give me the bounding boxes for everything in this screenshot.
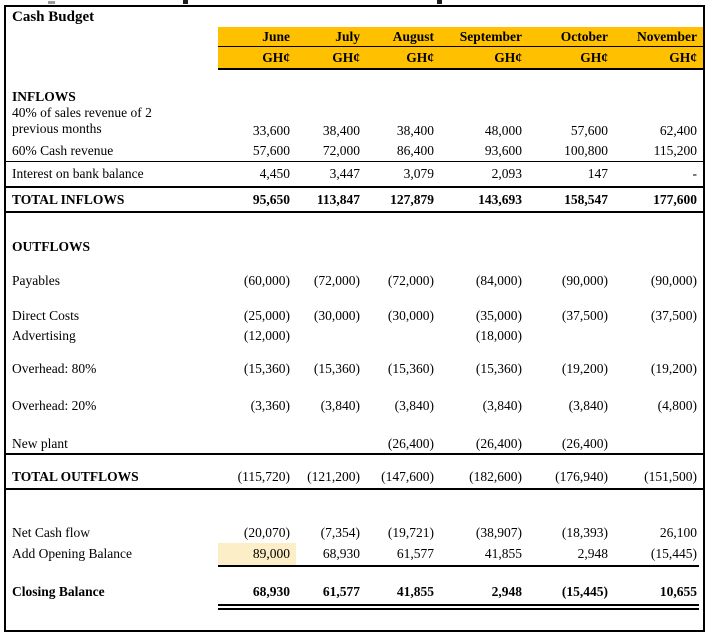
row-label: Interest on bank balance xyxy=(12,166,144,181)
value-cell: (18,393) xyxy=(561,525,608,540)
table-row-cash-revenue-60pct xyxy=(6,141,703,161)
spacer xyxy=(6,213,703,238)
value-cell: 10,655 xyxy=(659,584,697,599)
value-cell: (3,840) xyxy=(394,398,434,413)
value-cell: 147 xyxy=(587,166,608,181)
value-cell: (15,360) xyxy=(243,361,290,376)
value-cell: 48,000 xyxy=(484,122,522,138)
value-cell: (19,200) xyxy=(561,361,608,376)
value-cell: (90,000) xyxy=(650,273,697,288)
value-cell xyxy=(614,434,703,453)
value-cell: 33,600 xyxy=(252,122,290,138)
row-label: Net Cash flow xyxy=(12,525,90,540)
row-label: Overhead: 80% xyxy=(12,361,97,376)
value-cell: 89,000 xyxy=(218,543,296,565)
column-header-september: September xyxy=(440,27,528,47)
value-cell: 61,577 xyxy=(322,584,360,599)
value-cell: (151,500) xyxy=(644,469,697,484)
value-cell: (147,600) xyxy=(381,469,434,484)
spacer xyxy=(6,291,703,306)
spacer xyxy=(6,70,703,88)
value-cell: 158,547 xyxy=(564,191,608,207)
value-cell: (30,000) xyxy=(387,308,434,323)
row-label: Payables xyxy=(12,273,60,288)
value-cell: (19,200) xyxy=(650,361,697,376)
column-header-november: November xyxy=(614,27,703,47)
cropped-glyph xyxy=(183,0,188,4)
value-cell: 100,800 xyxy=(564,143,608,158)
value-cell: 26,100 xyxy=(659,525,697,540)
value-cell: (121,200) xyxy=(307,469,360,484)
row-label: Add Opening Balance xyxy=(12,546,132,561)
value-cell: 68,930 xyxy=(252,584,290,599)
table-row-advertising xyxy=(6,326,703,346)
value-cell: 57,600 xyxy=(252,143,290,158)
value-cell xyxy=(218,434,296,453)
value-cell: (90,000) xyxy=(561,273,608,288)
spacer xyxy=(6,490,703,523)
value-cell: (3,840) xyxy=(568,398,608,413)
row-label: Overhead: 20% xyxy=(12,398,97,413)
spacer xyxy=(6,256,703,271)
table-row-opening-balance xyxy=(6,543,703,565)
currency-header: GH¢ xyxy=(528,47,614,70)
section-heading-inflows: INFLOWS xyxy=(12,88,76,104)
outflows-heading-row xyxy=(6,238,703,256)
value-cell: (37,500) xyxy=(561,308,608,323)
table-row-sales-revenue-40pct xyxy=(6,105,703,141)
value-cell: 61,577 xyxy=(396,546,434,561)
table-row-direct-costs xyxy=(6,306,703,326)
cropped-glyph xyxy=(48,1,55,4)
table-row-new-plant xyxy=(6,434,703,453)
value-cell: (38,907) xyxy=(475,525,522,540)
currency-header: GH¢ xyxy=(614,47,703,70)
table-row-net-cash-flow xyxy=(6,523,703,543)
value-cell: (25,000) xyxy=(243,308,290,323)
value-cell xyxy=(296,326,366,346)
table-header-months xyxy=(6,27,703,47)
value-cell: (115,720) xyxy=(237,469,290,484)
value-cell xyxy=(366,326,440,346)
value-cell: 38,400 xyxy=(396,122,434,138)
value-cell: (15,360) xyxy=(313,361,360,376)
value-cell xyxy=(528,326,614,346)
value-cell: 115,200 xyxy=(653,143,697,158)
value-cell: - xyxy=(692,166,697,181)
inflows-heading-row xyxy=(6,88,703,105)
spacer xyxy=(6,416,703,434)
section-heading-outflows: OUTFLOWS xyxy=(12,239,91,254)
value-cell: (26,400) xyxy=(475,435,522,451)
value-cell: 72,000 xyxy=(322,143,360,158)
value-cell: 41,855 xyxy=(396,584,434,599)
cropped-glyph xyxy=(437,0,442,4)
value-cell: (18,000) xyxy=(475,328,522,343)
value-cell: 2,093 xyxy=(491,166,522,181)
page-title: Cash Budget xyxy=(12,8,95,25)
column-header-june: June xyxy=(218,27,296,47)
spacer xyxy=(6,567,703,580)
title-row xyxy=(6,7,703,27)
value-cell: 93,600 xyxy=(484,143,522,158)
currency-header: GH¢ xyxy=(218,47,296,70)
currency-header: GH¢ xyxy=(296,47,366,70)
value-cell: 57,600 xyxy=(570,122,608,138)
column-header-october: October xyxy=(528,27,614,47)
value-cell: 38,400 xyxy=(322,122,360,138)
value-cell: 143,693 xyxy=(478,191,522,207)
value-cell: (30,000) xyxy=(313,308,360,323)
double-rule-numeric-columns xyxy=(218,604,699,610)
value-cell: (3,840) xyxy=(482,398,522,413)
value-cell: 177,600 xyxy=(653,191,697,207)
value-cell: 62,400 xyxy=(659,122,697,138)
header-spacer xyxy=(6,27,218,47)
value-cell: (72,000) xyxy=(313,273,360,288)
table-row-interest xyxy=(6,162,703,186)
value-cell: (15,445) xyxy=(561,584,608,599)
value-cell: 41,855 xyxy=(484,546,522,561)
row-label: TOTAL INFLOWS xyxy=(12,191,125,207)
row-label: TOTAL OUTFLOWS xyxy=(12,469,139,484)
value-cell: (19,721) xyxy=(387,525,434,540)
value-cell: 2,948 xyxy=(577,546,608,561)
value-cell: (26,400) xyxy=(561,435,608,451)
value-cell: 4,450 xyxy=(259,166,290,181)
spacer xyxy=(6,455,703,466)
row-label: Closing Balance xyxy=(12,584,105,599)
table-row-total-inflows xyxy=(6,188,703,211)
row-label: New plant xyxy=(12,435,68,451)
table-row-overhead-20 xyxy=(6,396,703,416)
value-cell: 113,847 xyxy=(316,191,360,207)
column-header-july: July xyxy=(296,27,366,47)
value-cell xyxy=(296,434,366,453)
value-cell: 68,930 xyxy=(322,546,360,561)
column-header-august: August xyxy=(366,27,440,47)
value-cell: 95,650 xyxy=(252,191,290,207)
value-cell: (15,360) xyxy=(475,361,522,376)
value-cell: (4,800) xyxy=(657,398,697,413)
table-row-overhead-80 xyxy=(6,359,703,379)
value-cell: (3,840) xyxy=(320,398,360,413)
value-cell: (20,070) xyxy=(243,525,290,540)
value-cell: 3,447 xyxy=(329,166,360,181)
value-cell: (176,940) xyxy=(555,469,608,484)
value-cell: (84,000) xyxy=(475,273,522,288)
value-cell: (7,354) xyxy=(320,525,360,540)
spacer xyxy=(6,346,703,359)
table-row-payables xyxy=(6,271,703,291)
value-cell: (35,000) xyxy=(475,308,522,323)
row-label: Direct Costs xyxy=(12,308,80,323)
value-cell: (182,600) xyxy=(469,469,522,484)
row-label: 60% Cash revenue xyxy=(12,143,114,158)
currency-header: GH¢ xyxy=(440,47,528,70)
value-cell: 127,879 xyxy=(390,191,434,207)
value-cell: (26,400) xyxy=(387,435,434,451)
value-cell: (12,000) xyxy=(243,328,290,343)
table-row-total-outflows xyxy=(6,466,703,488)
value-cell: 86,400 xyxy=(396,143,434,158)
value-cell: (15,360) xyxy=(387,361,434,376)
currency-header: GH¢ xyxy=(366,47,440,70)
cash-budget-table xyxy=(4,5,705,632)
value-cell: (37,500) xyxy=(650,308,697,323)
header-spacer xyxy=(6,47,218,70)
row-label: 40% of sales revenue of 2 previous months xyxy=(12,105,152,137)
value-cell: (15,445) xyxy=(650,546,697,561)
value-cell xyxy=(614,326,703,346)
value-cell: 2,948 xyxy=(491,584,522,599)
value-cell: (72,000) xyxy=(387,273,434,288)
table-header-currency xyxy=(6,47,703,70)
value-cell: (3,360) xyxy=(250,398,290,413)
value-cell: 3,079 xyxy=(403,166,434,181)
table-row-closing-balance xyxy=(6,580,703,604)
row-label: Advertising xyxy=(12,328,76,343)
spacer xyxy=(6,379,703,396)
value-cell: (60,000) xyxy=(243,273,290,288)
